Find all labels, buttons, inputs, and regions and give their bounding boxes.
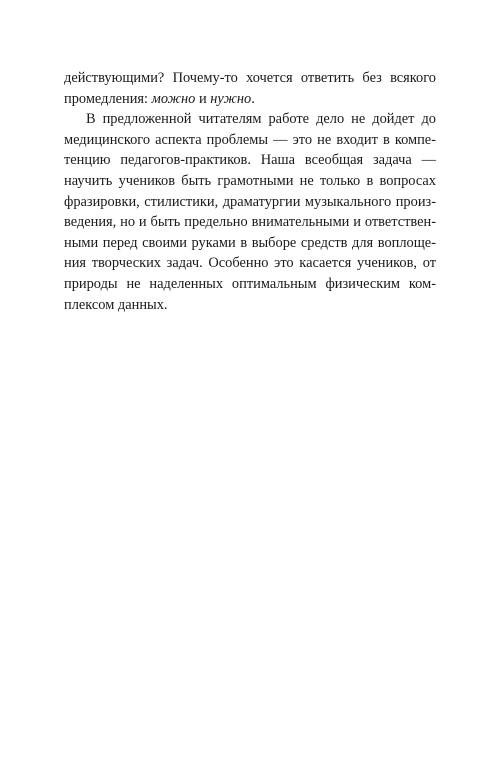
text-line <box>64 253 436 274</box>
italic-word: можно <box>151 90 196 107</box>
text-line <box>64 171 436 192</box>
paragraph-2 <box>64 109 436 315</box>
text-segment: ведения, но и быть предельно внимательными и ответствен- <box>64 214 436 231</box>
text-segment: фразировки, стилистики, драматургии музыкального произ- <box>64 193 436 210</box>
text-segment: ными перед своими руками в выборе средств для воплоще- <box>64 234 436 251</box>
text-line <box>64 150 436 171</box>
text-segment: В предложенной читателям работе дело не дойдет до <box>86 111 436 128</box>
text-line <box>64 233 436 254</box>
text-line <box>64 274 436 295</box>
text-segment: промедления: <box>64 90 152 107</box>
text-line <box>64 89 436 110</box>
text-segment: природы не наделенных оптимальным физическим ком- <box>64 275 436 292</box>
text-segment: ния творческих задач. Особенно это касается учеников, от <box>64 255 436 272</box>
text-segment: тенцию педагогов-практиков. Наша всеобщая задача — <box>64 152 436 169</box>
text-line <box>64 295 436 316</box>
text-segment: и <box>195 90 211 107</box>
text-line <box>64 212 436 233</box>
text-segment: плексом данных. <box>64 296 168 313</box>
text-line <box>64 109 436 130</box>
text-segment: . <box>251 90 255 107</box>
italic-word: нужно <box>210 90 252 107</box>
page-text <box>64 68 436 315</box>
text-segment: медицинского аспекта проблемы — это не входит в компе- <box>64 131 436 148</box>
text-segment: действующими? Почему-то хочется ответить без всякого <box>64 70 436 86</box>
paragraph-1 <box>64 68 436 109</box>
text-line <box>64 130 436 151</box>
text-line <box>64 68 436 89</box>
text-segment: научить учеников быть грамотными не только в вопросах <box>64 172 436 189</box>
text-line <box>64 192 436 213</box>
